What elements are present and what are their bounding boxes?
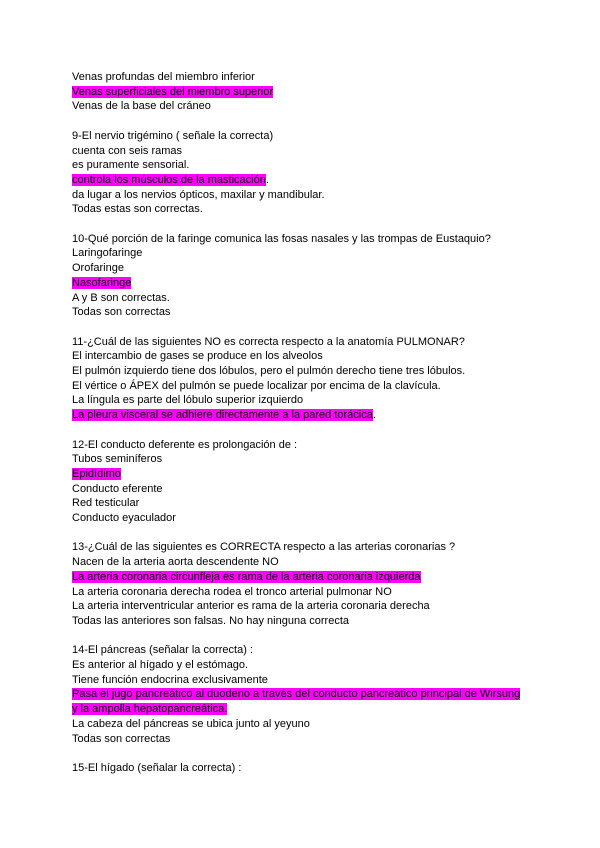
option-text: Venas de la base del cráneo (72, 100, 211, 113)
answer-option-highlighted (72, 687, 572, 702)
answer-option (72, 393, 572, 408)
answer-option (72, 732, 572, 747)
answer-option (72, 496, 572, 511)
option-text: Conducto eferente (72, 482, 163, 495)
question-text: 13-¿Cuál de las siguientes es CORRECTA respecto a las arterias coronarias ? (72, 541, 456, 554)
answer-option (72, 261, 572, 276)
answer-option-highlighted (72, 467, 572, 482)
option-text: La arteria coronaria derecha rodea el tronco arterial pulmonar NO (72, 585, 392, 598)
answer-option (72, 379, 572, 394)
block-spacer (72, 114, 572, 129)
option-text: Nacen de la arteria aorta descendente NO (72, 556, 279, 569)
answer-option (72, 246, 572, 261)
option-text: Red testicular (72, 497, 140, 510)
option-text: El intercambio de gases se produce en los alveolos (72, 350, 323, 363)
answer-option (72, 614, 572, 629)
answer-option-highlighted (72, 276, 572, 291)
block-spacer (72, 746, 572, 761)
option-text: Tiene función endocrina exclusivamente (72, 673, 268, 686)
block-spacer (72, 629, 572, 644)
question-text: 9-El nervio trigémino ( señale la correcta) (72, 129, 274, 142)
block-spacer (72, 423, 572, 438)
answer-option (72, 452, 572, 467)
question-text: 10-Qué porción de la faringe comunica las fosas nasales y las trompas de Eustaquio? (72, 232, 491, 245)
option-suffix: . (265, 173, 269, 186)
question-block (72, 335, 572, 423)
answer-option-highlighted (72, 702, 572, 717)
answer-option (72, 511, 572, 526)
block-spacer (72, 320, 572, 335)
block-spacer (72, 526, 572, 541)
question-text: 14-El páncreas (señalar la correcta) : (72, 644, 253, 657)
answer-option-highlighted (72, 408, 572, 423)
question-block (72, 643, 572, 746)
answer-option (72, 658, 572, 673)
option-text: El pulmón izquierdo tiene dos lóbulos, pero el pulmón derecho tiene tres lóbulos. (72, 365, 466, 378)
option-text: Todas son correctas (72, 306, 171, 319)
option-text: y la ampolla hepatopancreática. (72, 703, 228, 716)
answer-option-highlighted (72, 570, 572, 585)
answer-option (72, 99, 572, 114)
answer-option (72, 555, 572, 570)
answer-option (72, 673, 572, 688)
answer-option-highlighted (72, 173, 572, 188)
block-spacer (72, 217, 572, 232)
answer-option (72, 585, 572, 600)
answer-option (72, 364, 572, 379)
option-text: Pasa el jugo pancreático al duodeno a través del conducto pancreático principal de Wirsung (72, 688, 521, 701)
option-text: es puramente sensorial. (72, 159, 190, 172)
option-text: controla los músculos de la masticación (72, 173, 266, 186)
answer-option (72, 482, 572, 497)
option-text: da lugar a los nervios ópticos, maxilar y mandibular. (72, 188, 325, 201)
question-text: 12-El conducto deferente es prolongación de : (72, 438, 298, 451)
option-suffix: . (372, 409, 376, 422)
option-text: Es anterior al hígado y el estómago. (72, 659, 249, 672)
option-text: La cabeza del páncreas se ubica junto al yeyuno (72, 717, 310, 730)
answer-option (72, 599, 572, 614)
option-text: Todas son correctas (72, 732, 171, 745)
option-text: Todas las anteriores son falsas. No hay ninguna correcta (72, 614, 349, 627)
option-text: Laringofaringe (72, 247, 143, 260)
answer-option (72, 291, 572, 306)
answer-option (72, 717, 572, 732)
answer-option (72, 202, 572, 217)
option-text: Todas estas son correctas. (72, 203, 203, 216)
option-text: La pleura visceral se adhiere directamente a la pared torácica (72, 409, 373, 422)
option-text: La arteria coronaria circunfleja es rama de la arteria coronaria izquierda (72, 570, 421, 583)
question-text: 15-El hígado (señalar la correcta) : (72, 761, 242, 774)
option-text: Orofaringe (72, 262, 124, 275)
question-block (72, 761, 572, 776)
question-list (72, 70, 572, 776)
question-block (72, 232, 572, 320)
option-text: Epidídimo (72, 467, 121, 480)
question-block (72, 70, 572, 114)
option-text: Nasofaringe (72, 276, 132, 289)
question-block (72, 438, 572, 526)
answer-option-highlighted (72, 85, 572, 100)
document-page (72, 70, 572, 776)
option-text: cuenta con seis ramas (72, 144, 183, 157)
option-text: La língula es parte del lóbulo superior izquierdo (72, 394, 304, 407)
option-text: Tubos seminíferos (72, 453, 163, 466)
question-block (72, 129, 572, 217)
option-text: El vértice o ÁPEX del pulmón se puede localizar por encima de la clavícula. (72, 379, 441, 392)
option-text: Venas superficiales del miembro superior (72, 85, 274, 98)
question-block (72, 540, 572, 628)
answer-option (72, 349, 572, 364)
answer-option (72, 158, 572, 173)
answer-option (72, 305, 572, 320)
answer-option (72, 188, 572, 203)
question-text: 11-¿Cuál de las siguientes NO es correcta respecto a la anatomía PULMONAR? (72, 335, 465, 348)
answer-option (72, 144, 572, 159)
option-text: A y B son correctas. (72, 291, 170, 304)
answer-option (72, 70, 572, 85)
option-text: Venas profundas del miembro inferior (72, 71, 255, 83)
option-text: La arteria interventricular anterior es rama de la arteria coronaria derecha (72, 600, 430, 613)
option-text: Conducto eyaculador (72, 512, 176, 525)
